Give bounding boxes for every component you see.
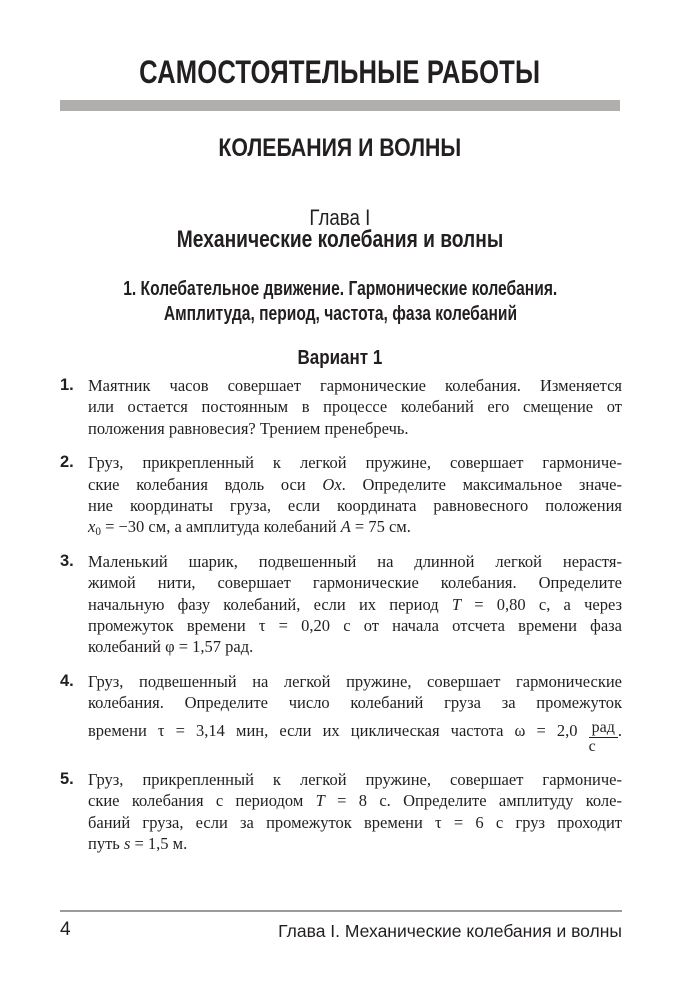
problem-text xyxy=(88,375,622,439)
problem-line: путь s = 1,5 м. xyxy=(88,834,188,854)
problem-number: 1. xyxy=(60,376,74,394)
problem-text xyxy=(88,671,622,756)
problem-item-3 xyxy=(60,551,622,658)
problem-line: баний груза, если за промежуток времени τ = 6 с груз проходит xyxy=(88,812,622,832)
problem-number: 2. xyxy=(60,453,74,472)
problem-number: 4. xyxy=(60,671,74,690)
variant-heading xyxy=(0,346,680,370)
problem-item-2 xyxy=(60,452,622,538)
problem-line: промежуток времени τ = 0,20 с от начала отсчета времени фаза xyxy=(88,616,622,636)
section-title-text: КОЛЕБАНИЯ И ВОЛНЫ xyxy=(218,134,462,162)
problem-line: Маятник часов совершает гармонические колебания. Изменяется xyxy=(88,376,622,395)
page-title xyxy=(0,54,680,90)
problem-line: колебания. Определите число колебаний груза за промежуток xyxy=(88,693,622,713)
section-title xyxy=(0,133,680,163)
chapter-title xyxy=(0,226,680,254)
problem-line: жимой нити, совершает гармонические колебания. Определите xyxy=(88,573,622,593)
problem-line: колебаний φ = 1,57 рад. xyxy=(88,637,254,657)
problem-item-4 xyxy=(60,671,622,756)
problem-number: 3. xyxy=(60,551,74,570)
problem-text xyxy=(88,452,622,538)
topic-heading xyxy=(0,277,680,327)
footer-rule xyxy=(60,910,622,912)
problem-line: положения равновесия? Трением пренебречь. xyxy=(88,418,409,438)
problem-line: Груз, подвешенный на легкой пружине, совершает гармонические xyxy=(88,671,622,691)
problem-line: ние координаты груза, если координата равновесного положения xyxy=(88,496,622,516)
variant-heading-text: Вариант 1 xyxy=(297,347,383,369)
problems-list xyxy=(60,375,622,867)
chapter-label-text: Глава I xyxy=(309,205,371,230)
title-divider-bar xyxy=(60,100,620,111)
topic-heading-line-1: 1. Колебательное движение. Гармонические колебания. xyxy=(122,278,558,300)
problem-line: $x_0 = -30$ см, а амплитуда колебаний A = 75 см. xyxy=(88,517,411,539)
topic-heading-line-2: Амплитуда, период, частота, фаза колебаний xyxy=(163,303,517,325)
running-footer-title: Глава I. Механические колебания и волны xyxy=(278,921,622,941)
page-number: 4 xyxy=(60,919,71,940)
chapter-title-text: Механические колебания и волны xyxy=(176,226,504,253)
problem-item-5 xyxy=(60,769,622,855)
problem-line: Маленький шарик, подвешенный на длинной легкой нерастя- xyxy=(88,551,622,571)
problem-line: начальную фазу колебаний, если их период T = 0,80 с, а через xyxy=(88,594,622,614)
problem-line: ские колебания вдоль оси Ox. Определите максимальное значе- xyxy=(88,474,622,494)
problem-number: 5. xyxy=(60,769,74,788)
problem-line: Груз, прикрепленный к легкой пружине, совершает гармониче- xyxy=(88,769,622,789)
problem-item-1 xyxy=(60,375,622,439)
problem-line: времени τ = 3,14 мин, если их циклическая частота ω = 2,0 $\frac{\text{рад}}{с}$ . xyxy=(88,718,622,755)
problem-text xyxy=(88,769,622,855)
problem-text xyxy=(88,551,622,658)
problem-line: ские колебания с периодом T = 8 с. Определите амплитуду коле- xyxy=(88,791,622,811)
page-title-text: САМОСТОЯТЕЛЬНЫЕ РАБОТЫ xyxy=(139,54,541,90)
problem-line: Груз, прикрепленный к легкой пружине, совершает гармониче- xyxy=(88,453,622,473)
problem-line: или остается постоянным в процессе колебаний его смещение от xyxy=(88,397,622,417)
